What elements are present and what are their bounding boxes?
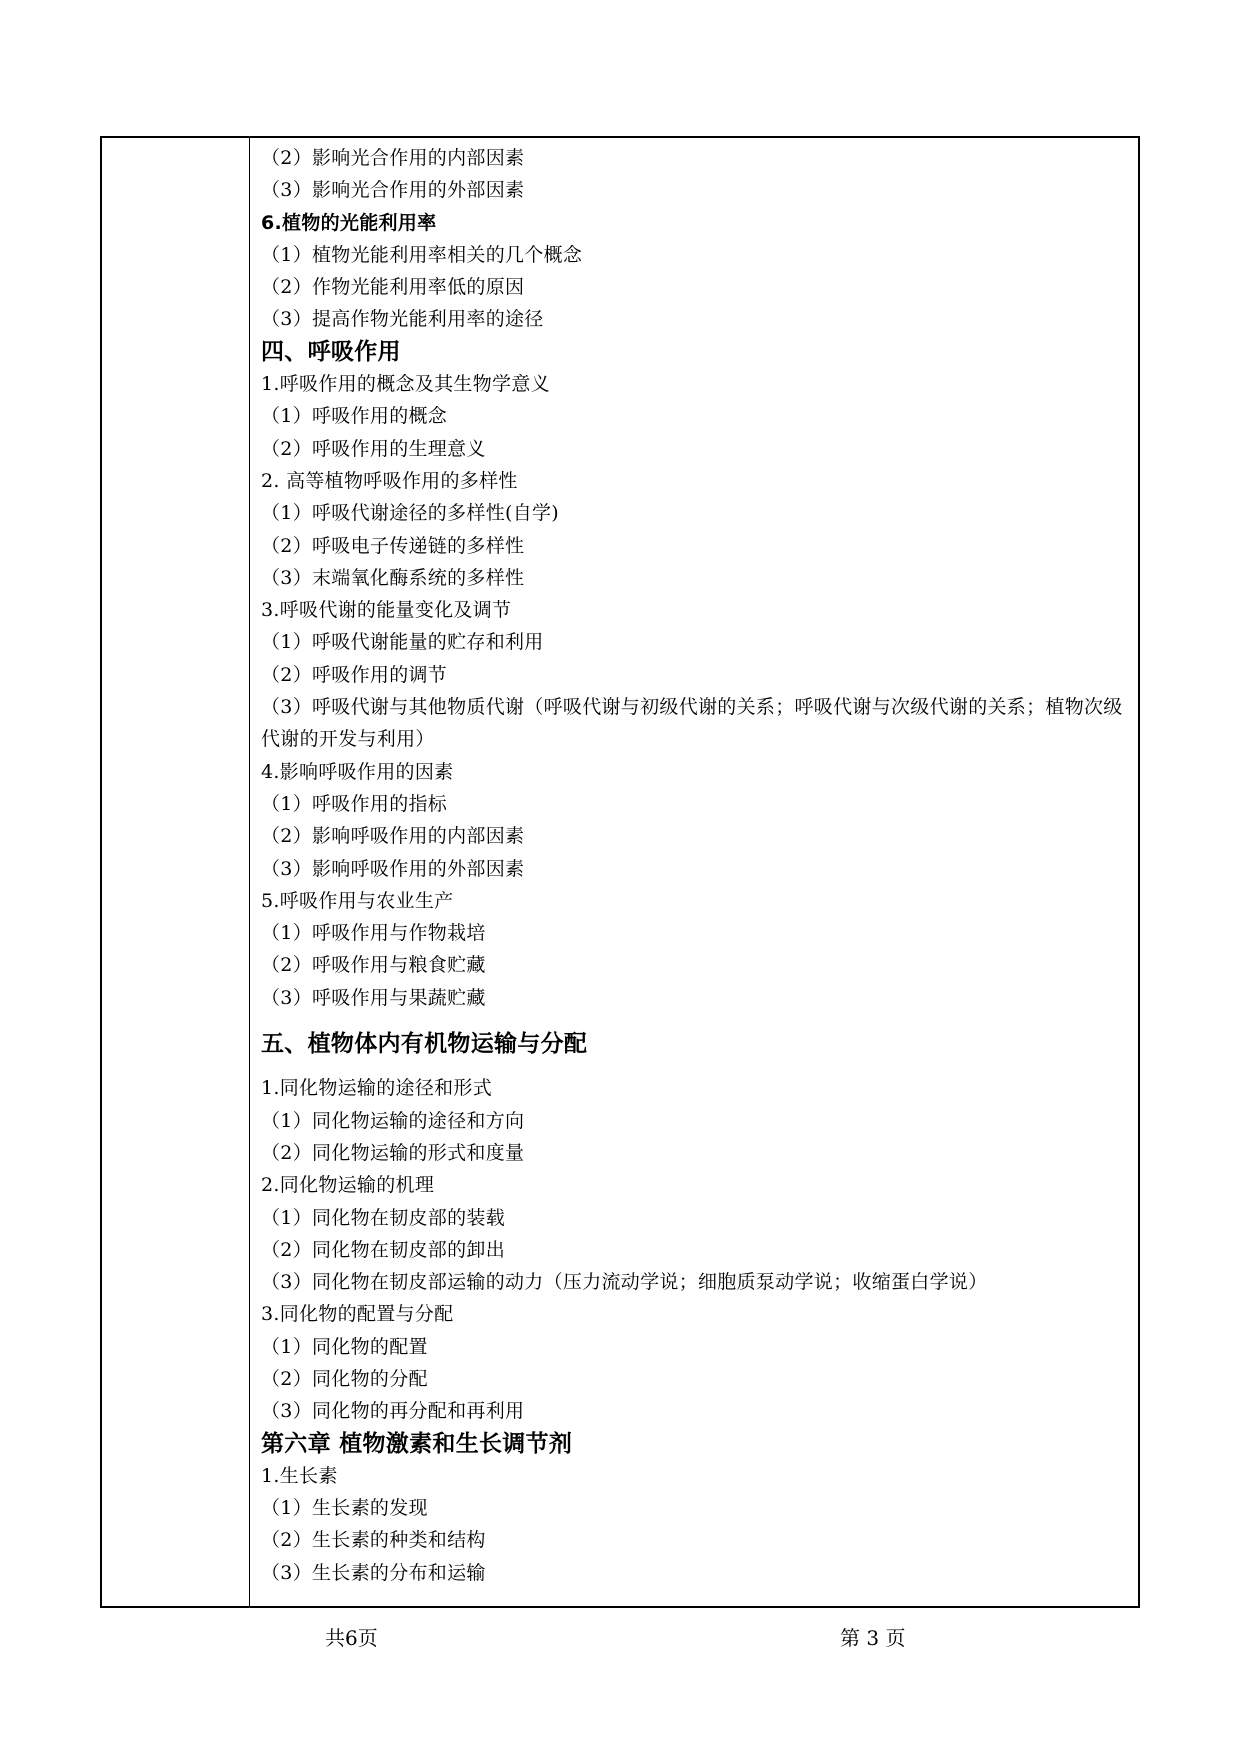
outline-item: 3.呼吸代谢的能量变化及调节 bbox=[261, 599, 512, 622]
section-heading: 四、呼吸作用 bbox=[261, 338, 401, 365]
outline-item: 1.生长素 bbox=[261, 1464, 338, 1487]
section-heading: 五、植物体内有机物运输与分配 bbox=[261, 1031, 588, 1058]
outline-subitem: （3）生长素的分布和运输 bbox=[261, 1561, 486, 1584]
outline-subitem: （1）呼吸代谢途径的多样性(自学) bbox=[261, 502, 560, 525]
outline-subitem: （1）同化物的配置 bbox=[261, 1335, 428, 1358]
table-left-column bbox=[102, 138, 250, 1606]
section-heading: 第六章 植物激素和生长调节剂 bbox=[261, 1430, 573, 1457]
outline-subitem: （1）同化物在韧皮部的装载 bbox=[261, 1206, 505, 1229]
outline-subitem: （2）呼吸作用的生理意义 bbox=[261, 437, 486, 460]
outline-subitem: （2）呼吸作用的调节 bbox=[261, 663, 448, 686]
outline-subitem: （2）影响光合作用的内部因素 bbox=[261, 147, 525, 169]
outline-item: 1.同化物运输的途径和形式 bbox=[261, 1077, 493, 1100]
outline-subitem: （1）生长素的发现 bbox=[261, 1497, 428, 1520]
outline-item: 1.呼吸作用的概念及其生物学意义 bbox=[261, 373, 550, 396]
outline-subitem: （3）同化物在韧皮部运输的动力（压力流动学说；细胞质泵动学说；收缩蛋白学说） bbox=[261, 1271, 988, 1294]
outline-item: 5.呼吸作用与农业生产 bbox=[261, 889, 454, 912]
footer-total-pages: 共6页 bbox=[325, 1626, 378, 1650]
footer-current-page: 第 3 页 bbox=[840, 1626, 906, 1650]
outline-subitem: （2）生长素的种类和结构 bbox=[261, 1529, 486, 1552]
syllabus-table bbox=[100, 136, 1140, 1608]
table-content-cell bbox=[251, 138, 1138, 1606]
outline-subitem: （2）同化物的分配 bbox=[261, 1367, 428, 1390]
outline-subitem: （3）提高作物光能利用率的途径 bbox=[261, 308, 544, 331]
outline-subitem: （1）植物光能利用率相关的几个概念 bbox=[261, 243, 583, 266]
outline-subitem: （3）同化物的再分配和再利用 bbox=[261, 1400, 525, 1423]
outline-subitem: （3）呼吸作用与果蔬贮藏 bbox=[261, 986, 486, 1009]
outline-item-bold: 6.植物的光能利用率 bbox=[261, 211, 437, 234]
outline-subitem: （1）呼吸作用的概念 bbox=[261, 405, 448, 428]
outline-item: 2.同化物运输的机理 bbox=[261, 1174, 435, 1197]
outline-subitem: （3）呼吸代谢与其他物质代谢（呼吸代谢与初级代谢的关系；呼吸代谢与次级代谢的关系；植物次级代谢的开发与利用） bbox=[261, 696, 1123, 751]
outline-subitem: （2）呼吸作用与粮食贮藏 bbox=[261, 954, 486, 977]
outline-subitem: （3）影响呼吸作用的外部因素 bbox=[261, 857, 525, 880]
outline-item: 3.同化物的配置与分配 bbox=[261, 1303, 454, 1326]
outline-subitem: （3）末端氧化酶系统的多样性 bbox=[261, 566, 525, 589]
outline-subitem: （2）影响呼吸作用的内部因素 bbox=[261, 825, 525, 848]
outline-subitem: （1）同化物运输的途径和方向 bbox=[261, 1109, 525, 1132]
outline-subitem: （1）呼吸代谢能量的贮存和利用 bbox=[261, 631, 544, 654]
outline-subitem: （2）呼吸电子传递链的多样性 bbox=[261, 534, 525, 557]
outline-subitem: （1）呼吸作用与作物栽培 bbox=[261, 922, 486, 945]
outline-subitem: （2）同化物运输的形式和度量 bbox=[261, 1141, 525, 1164]
outline-subitem: （2）作物光能利用率低的原因 bbox=[261, 276, 525, 299]
outline-subitem: （2）同化物在韧皮部的卸出 bbox=[261, 1238, 505, 1261]
outline-subitem: （1）呼吸作用的指标 bbox=[261, 792, 448, 815]
outline-item: 4.影响呼吸作用的因素 bbox=[261, 760, 454, 783]
outline-subitem: （3）影响光合作用的外部因素 bbox=[261, 179, 525, 202]
outline-item: 2. 高等植物呼吸作用的多样性 bbox=[261, 469, 518, 492]
